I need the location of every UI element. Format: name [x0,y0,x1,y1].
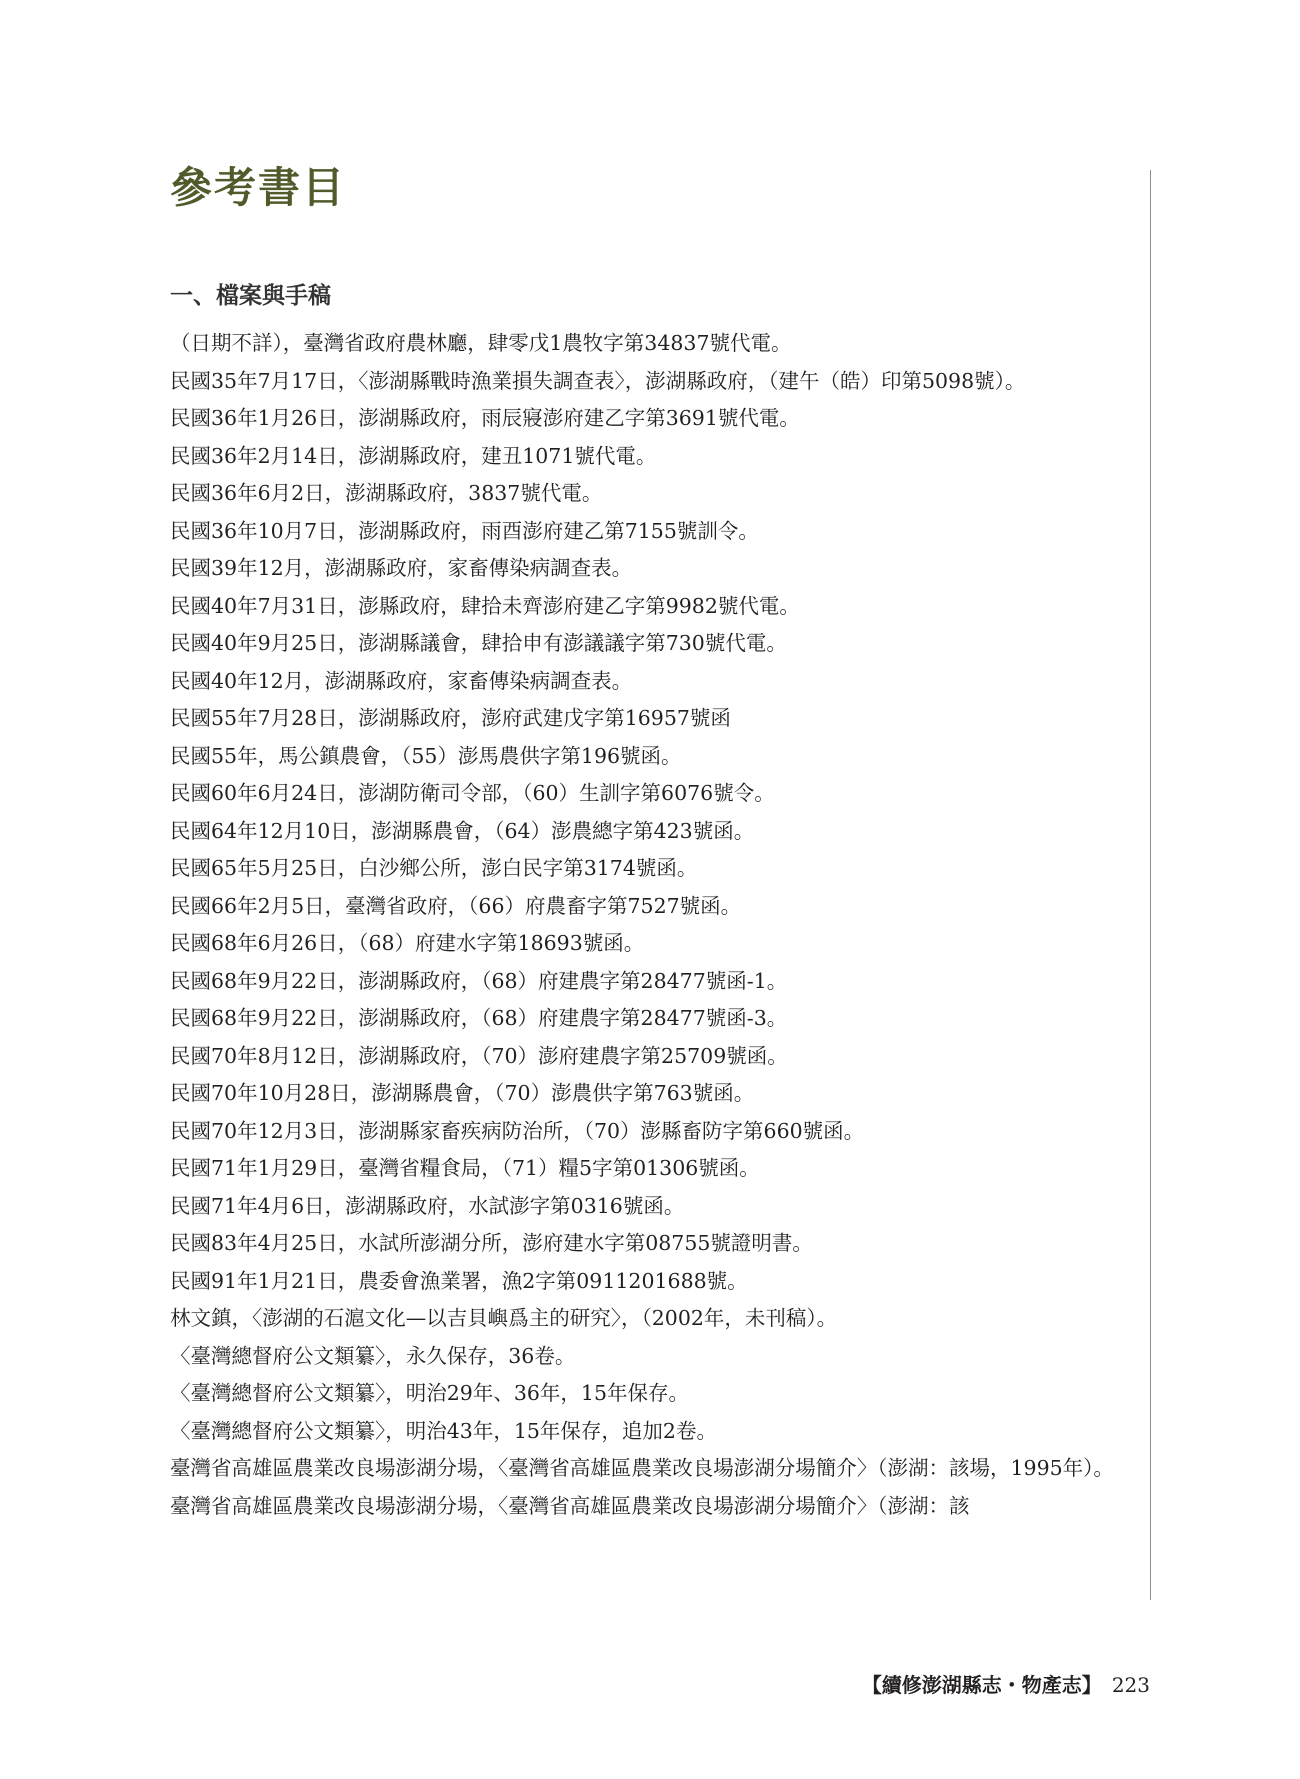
bibliography-entry: 民國71年4月6日，澎湖縣政府，水試澎字第0316號函。 [170,1193,685,1218]
bibliography-entry: 民國71年1月29日，臺灣省糧食局，（71）糧5字第01306號函。 [170,1156,760,1180]
bibliography-entry: 〈臺灣總督府公文類纂〉，明治43年，15年保存，追加2卷。 [170,1418,717,1443]
bibliography-entry: 民國36年6月2日，澎湖縣政府，3837號代電。 [170,481,603,505]
bibliography-entry: 民國36年10月7日，澎湖縣政府，雨酉澎府建乙第7155號訓令。 [170,518,759,543]
bibliography-entry: 民國55年，馬公鎮農會，（55）澎馬農供字第196號函。 [170,743,682,768]
bibliography-entry: 民國68年6月26日，（68）府建水字第18693號函。 [170,931,645,955]
bibliography-entry: 〈臺灣總督府公文類纂〉，明治29年、36年，15年保存。 [170,1381,690,1405]
page-number: 223 [1111,1673,1150,1697]
bibliography-entry: 民國36年2月14日，澎湖縣政府，建丑1071號代電。 [170,443,657,468]
bibliography-entry: 民國39年12月，澎湖縣政府，家畜傳染病調查表。 [170,556,633,580]
bibliography-entry: 民國64年12月10日，澎湖縣農會，（64）澎農總字第423號函。 [170,818,755,843]
bibliography-entry: 民國55年7月28日，澎湖縣政府，澎府武建戊字第16957號函 [170,706,731,730]
bibliography-entry: 民國68年9月22日，澎湖縣政府，（68）府建農字第28477號函-1。 [170,968,788,993]
bibliography-entry: 民國65年5月25日，白沙鄉公所，澎白民字第3174號函。 [170,856,698,880]
bibliography-entry: 民國70年10月28日，澎湖縣農會，（70）澎農供字第763號函。 [170,1081,755,1105]
bibliography-entry: （日期不詳），臺灣省政府農林廳，肆零戊1農牧字第34837號代電。 [170,331,792,355]
footer-book-title: 【續修澎湖縣志・物產志】 [861,1673,1102,1697]
bibliography-entry: 臺灣省高雄區農業改良場澎湖分場，〈臺灣省高雄區農業改良場澎湖分場簡介〉（澎湖：該場，1995年）。 [170,1456,1114,1480]
bibliography-entry: 民國60年6月24日，澎湖防衛司令部，（60）生訓字第6076號令。 [170,781,775,805]
bibliography-entry: 民國40年12月，澎湖縣政府，家畜傳染病調查表。 [170,668,633,693]
vertical-divider [1150,170,1151,1600]
bibliography-list [170,325,1132,1525]
page-footer [862,1671,1150,1699]
bibliography-entry: 民國40年7月31日，澎縣政府，肆拾未齊澎府建乙字第9982號代電。 [170,593,800,618]
bibliography-entry: 民國83年4月25日，水試所澎湖分所，澎府建水字第08755號證明書。 [170,1231,813,1255]
bibliography-entry: 民國40年9月25日，澎湖縣議會，肆拾申有澎議議字第730號代電。 [170,631,787,655]
bibliography-entry: 民國70年8月12日，澎湖縣政府，（70）澎府建農字第25709號函。 [170,1043,788,1068]
bibliography-entry: 民國91年1月21日，農委會漁業署，漁2字第0911201688號。 [170,1268,748,1293]
bibliography-entry: 臺灣省高雄區農業改良場澎湖分場，〈臺灣省高雄區農業改良場澎湖分場簡介〉（澎湖：該 [170,1493,970,1518]
bibliography-entry: 民國68年9月22日，澎湖縣政府，（68）府建農字第28477號函-3。 [170,1006,788,1030]
bibliography-entry: 民國66年2月5日，臺灣省政府，（66）府農畜字第7527號函。 [170,893,742,918]
page-title: 參考書目 [170,163,347,212]
bibliography-entry: 林文鎮，〈澎湖的石滬文化—以吉貝嶼爲主的研究〉，（2002年，未刊稿）。 [170,1306,838,1330]
bibliography-entry: 民國36年1月26日，澎湖縣政府，雨辰寢澎府建乙字第3691號代電。 [170,406,800,430]
bibliography-entry: 民國70年12月3日，澎湖縣家畜疾病防治所，（70）澎縣畜防字第660號函。 [170,1118,865,1143]
bibliography-entry: 〈臺灣總督府公文類纂〉，永久保存，36卷。 [170,1343,576,1368]
section-heading: 一、檔案與手稿 [170,283,331,309]
bibliography-entry: 民國35年7月17日，〈澎湖縣戰時漁業損失調查表〉，澎湖縣政府，（建午（皓）印第5098號）。 [170,368,1026,393]
